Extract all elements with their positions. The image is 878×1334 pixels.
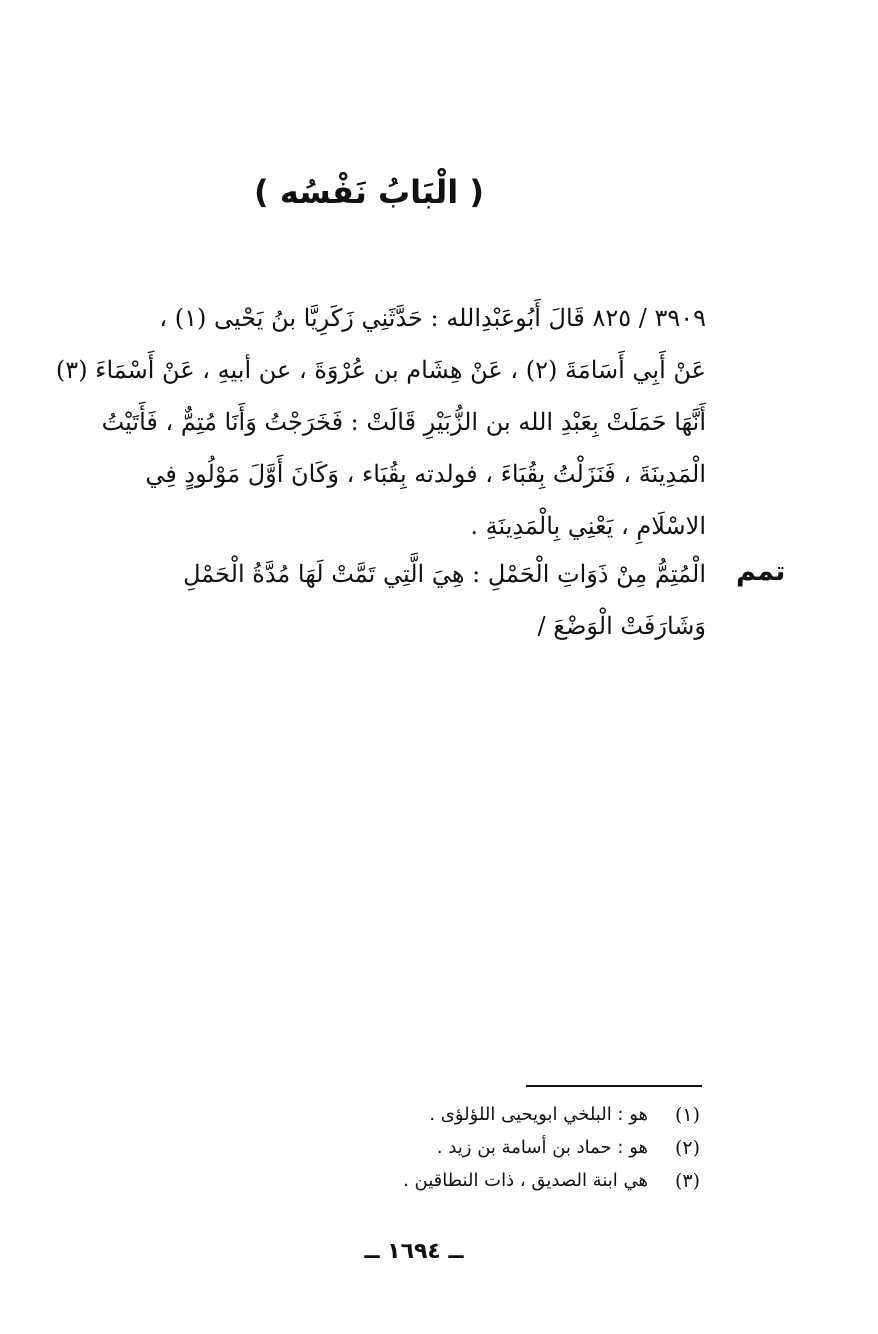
footnote-item <box>330 1098 700 1131</box>
footnote-number: (٣) <box>674 1169 700 1192</box>
footnote-item <box>330 1164 700 1197</box>
hadith-text <box>40 292 706 552</box>
gloss-line: وَشَارَفَتْ الْوَضْعَ / <box>537 612 706 640</box>
footnote-text: هو : البلخي ابويحيى اللؤلؤى . <box>429 1104 648 1125</box>
margin-keyword: تمم <box>736 556 786 587</box>
page-number: ــ ١٦٩٤ ــ <box>364 1239 464 1264</box>
hadith-line: أَنَّهَا حَمَلَتْ بِعَبْدِ الله بن الزُّبَيْرِ قَالَتْ : فَخَرَجْتُ وَأَنَا مُتِمٌّ ، فَأَتَيْتُ <box>101 408 706 436</box>
footnote-number: (٢) <box>674 1136 700 1159</box>
hadith-line: عَنْ أَبِي أَسَامَةَ (٢) ، عَنْ هِشَام بن عُرْوَةَ ، عن أبيهِ ، عَنْ أَسْمَاءَ (٣) <box>55 356 706 384</box>
footnote-text: هي ابنة الصديق ، ذات النطاقين . <box>403 1170 648 1191</box>
word-gloss <box>40 548 706 652</box>
chapter-title: ( الْبَابُ نَفْسُه ) <box>254 173 484 211</box>
hadith-line: الْمَدِينَةَ ، فَنَزَلْتُ بِقُبَاءَ ، فولدته بِقُبَاء ، وَكَانَ أَوَّلَ مَوْلُودٍ فِي <box>145 460 706 488</box>
footnote-text: هو : حماد بن أسامة بن زيد . <box>436 1137 648 1158</box>
footnote-separator <box>526 1085 702 1087</box>
footnotes <box>330 1098 700 1197</box>
footnote-number: (١) <box>674 1103 700 1126</box>
hadith-line: الاسْلَامِ ، يَعْنِي بِالْمَدِينَةِ . <box>470 512 706 540</box>
footnote-item <box>330 1131 700 1164</box>
hadith-line: ٣٩٠٩ / ٨٢٥ قَالَ أَبُوعَبْدِالله : حَدَّثَنِي زَكَرِيَّا بنُ يَحْيى (١) ، <box>159 304 706 332</box>
gloss-line: الْمُتِمُّ مِنْ ذَوَاتِ الْحَمْلِ : هِيَ الَّتِي تَمَّتْ لَهَا مُدَّةُ الْحَمْلِ <box>183 560 706 588</box>
